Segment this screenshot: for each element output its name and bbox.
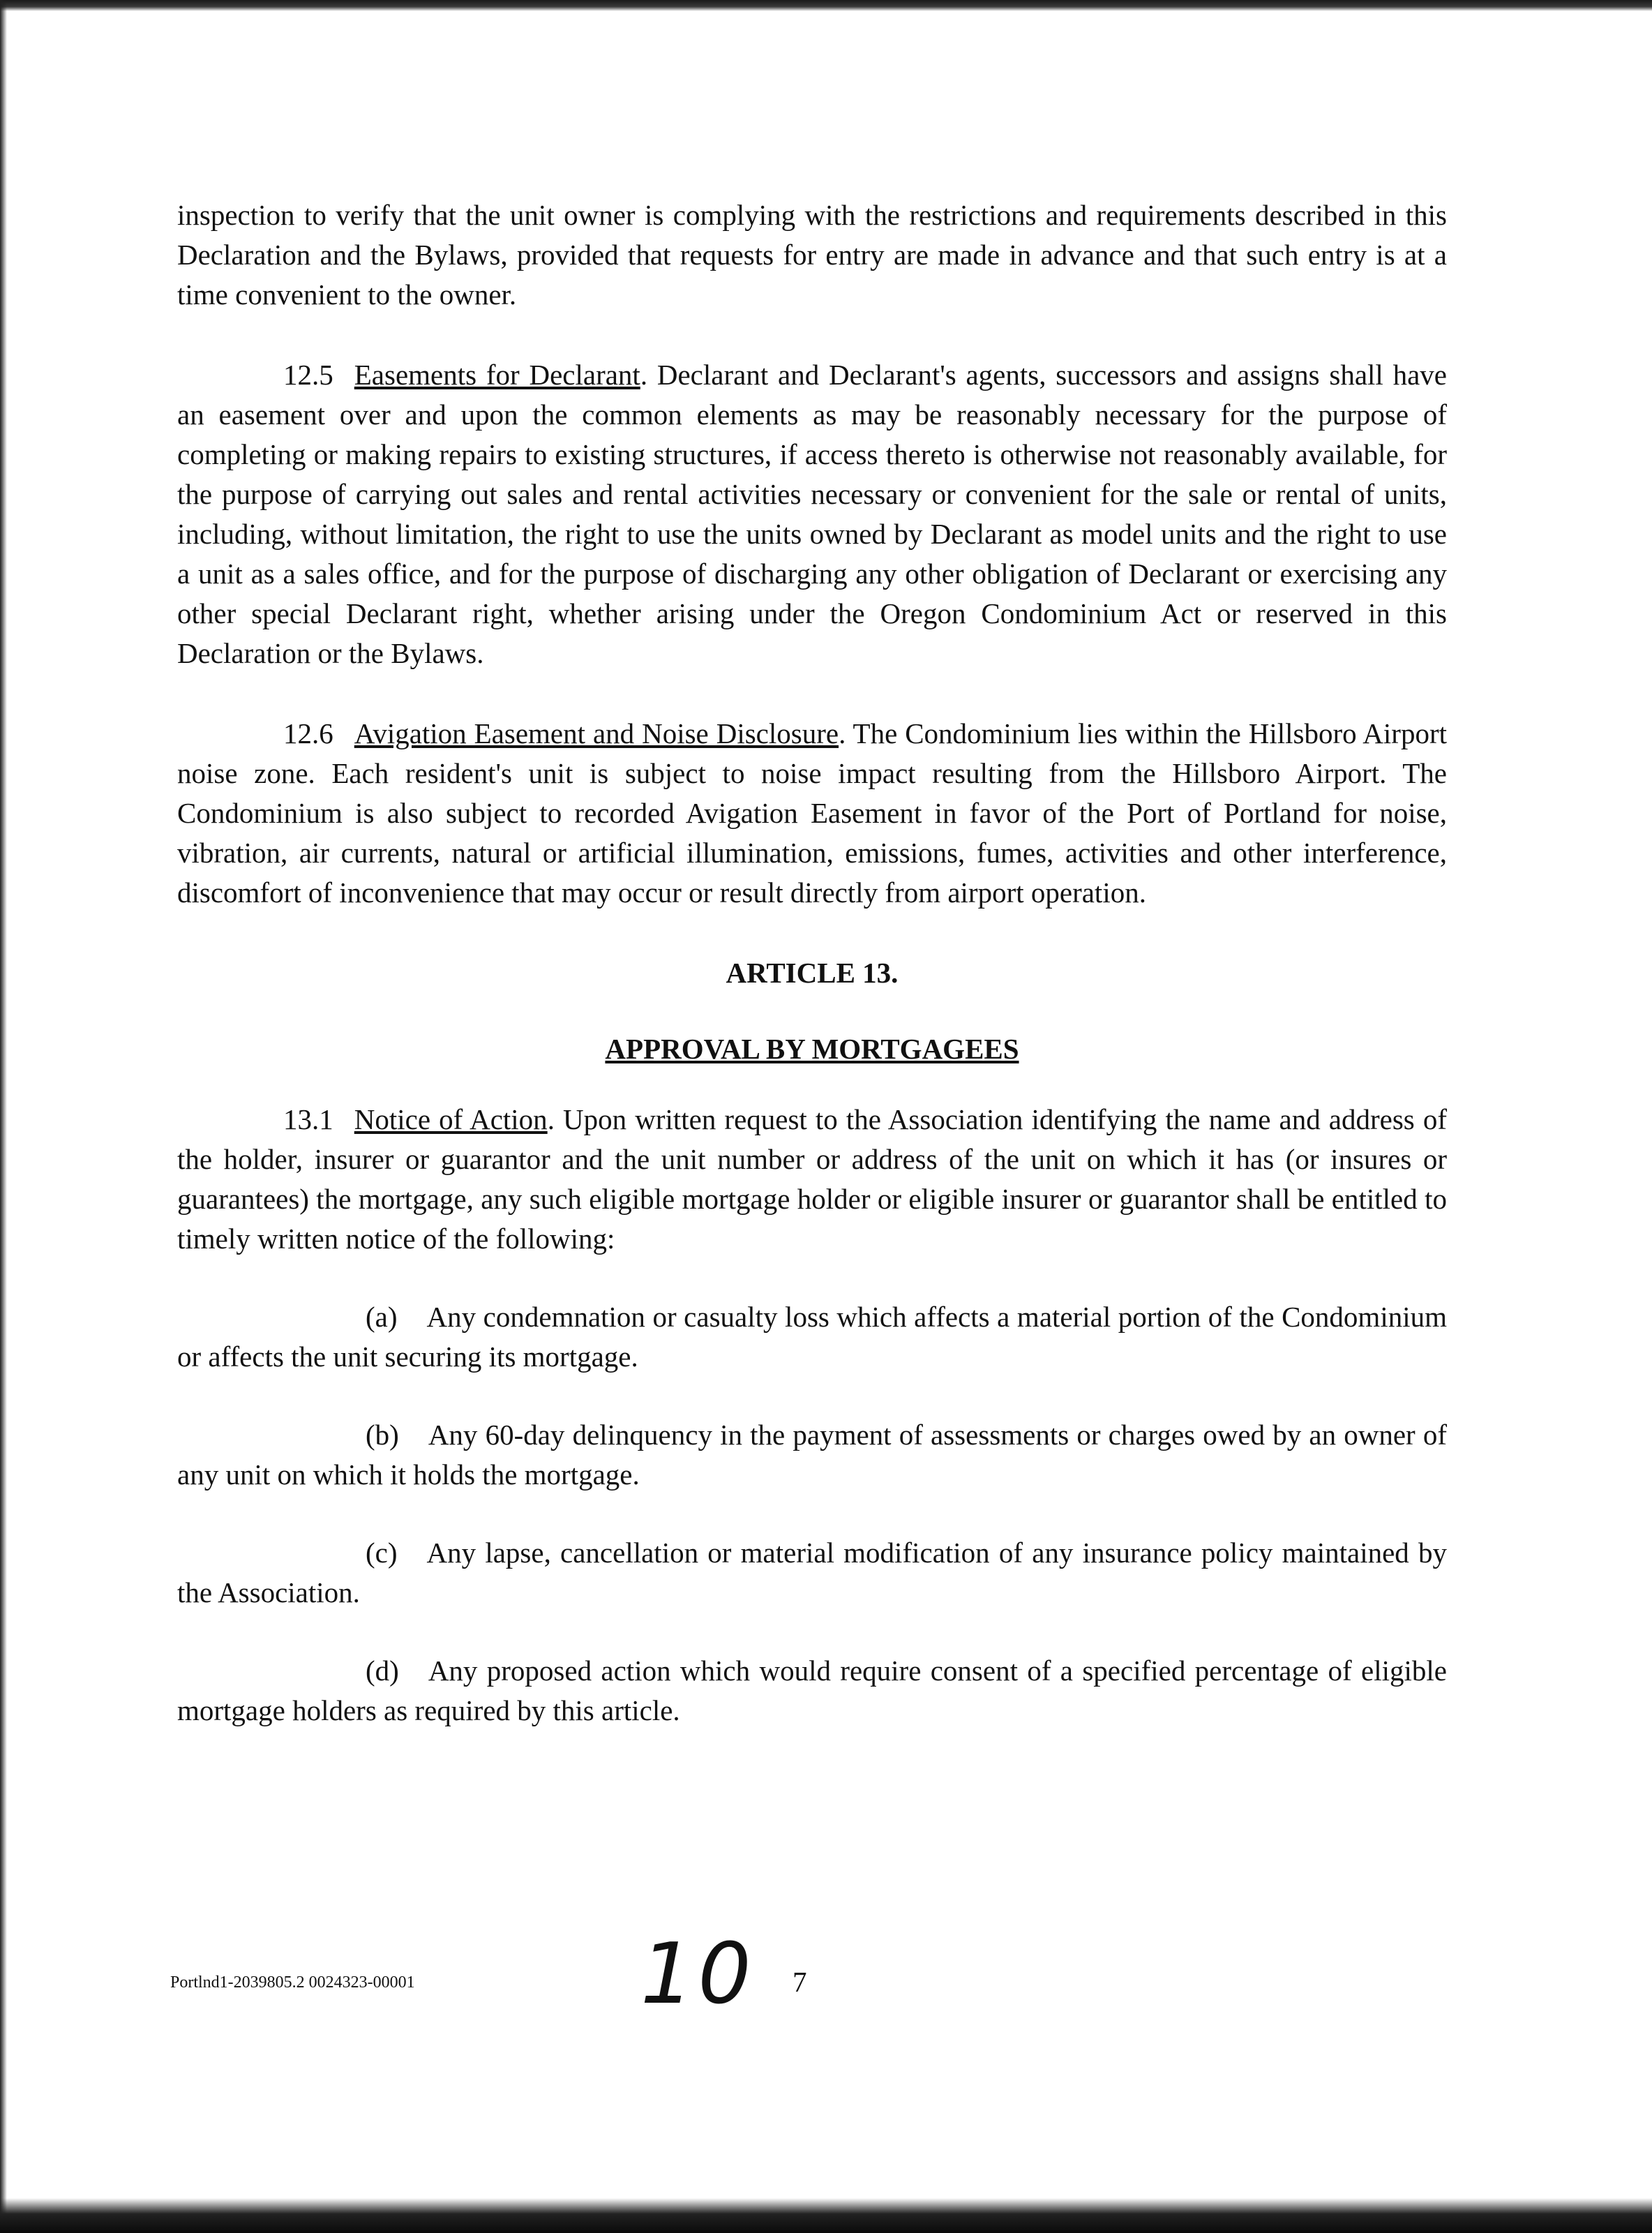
page-number: 7 [793, 1966, 807, 1998]
subitem-label: (a) [366, 1301, 398, 1333]
scan-top-edge [0, 0, 1652, 11]
section-heading: Notice of Action [354, 1103, 548, 1135]
section-12-6 [177, 714, 1447, 913]
section-number: 13.1 [283, 1103, 333, 1135]
subitem-text: Any proposed action which would require consent of a specified percentage of eligible mortgage holders as required by this article. [177, 1655, 1447, 1726]
handwritten-page-mark: 10 [640, 1926, 756, 2023]
subitem-a [177, 1297, 1447, 1377]
article-title: ARTICLE 13. [726, 957, 899, 989]
subitem-text: Any 60-day delinquency in the payment of assessments or charges owed by an owner of any unit on which it holds the mortgage. [177, 1419, 1447, 1491]
section-13-1 [177, 1100, 1447, 1259]
continuation-paragraph: inspection to verify that the unit owner is complying with the restrictions and requirements described in this Declaration and the Bylaws, provided that requests for entry are made in advance and that such entry is at a time convenient to the owner. [177, 199, 1447, 311]
subitem-b [177, 1415, 1447, 1495]
subitem-c [177, 1533, 1447, 1613]
scan-bottom-edge [0, 2198, 1652, 2233]
subitem-text: Any condemnation or casualty loss which affects a material portion of the Condominium or affects the unit securing its mortgage. [177, 1301, 1447, 1373]
scan-left-edge [0, 0, 7, 2233]
section-heading: Easements for Declarant [354, 359, 640, 391]
section-12-5 [177, 355, 1447, 673]
section-number: 12.6 [283, 717, 333, 749]
section-body: . Upon written request to the Association identifying the name and address of the holder, insurer or guarantor and the unit number or address of the unit on which it has (or insures or guarantees) the mortgage, any such eligible mortgage holder or eligible insurer or guarantor shall be entitled to timely written notice of the following: [177, 1103, 1447, 1255]
section-number: 12.5 [283, 359, 333, 391]
section-heading: Avigation Easement and Noise Disclosure [354, 717, 839, 749]
section-body: . The Condominium lies within the Hillsboro Airport noise zone. Each resident's unit is subject to noise impact resulting from the Hillsboro Airport. The Condominium is also subject to recorded Avigation Easement in favor of the Port of Portland for noise, vibration, air currents, natural or artificial illumination, emissions, fumes, activities and other interference, discomfort of inconvenience that may occur or result directly from airport operation. [177, 717, 1448, 909]
document-page [177, 195, 1447, 1731]
section-body: . Declarant and Declarant's agents, successors and assigns shall have an easement over and upon the common elements as may be reasonably necessary for the purpose of completing or making repairs to existing structures, if access thereto is otherwise not reasonably available, for the purpose of carrying out sales and rental activities necessary or convenient for the sale or rental of units, including, without limitation, the right to use the units owned by Declarant as model units and the right to use a unit as a sales office, and for the purpose of discharging any other obligation of Declarant or exercising any other special Declarant right, whether arising under the Oregon Condominium Act or reserved in this Declaration or the Bylaws. [177, 359, 1447, 669]
subitem-text: Any lapse, cancellation or material modification of any insurance policy maintained by the Association. [177, 1537, 1447, 1608]
article-subtitle: APPROVAL BY MORTGAGEES [605, 1033, 1019, 1065]
subitem-label: (d) [366, 1655, 399, 1687]
document-id-footer: Portlnd1-2039805.2 0024323-00001 [170, 1973, 415, 1992]
subitem-label: (c) [366, 1537, 398, 1569]
subitem-label: (b) [366, 1419, 399, 1451]
subitem-d [177, 1651, 1447, 1731]
